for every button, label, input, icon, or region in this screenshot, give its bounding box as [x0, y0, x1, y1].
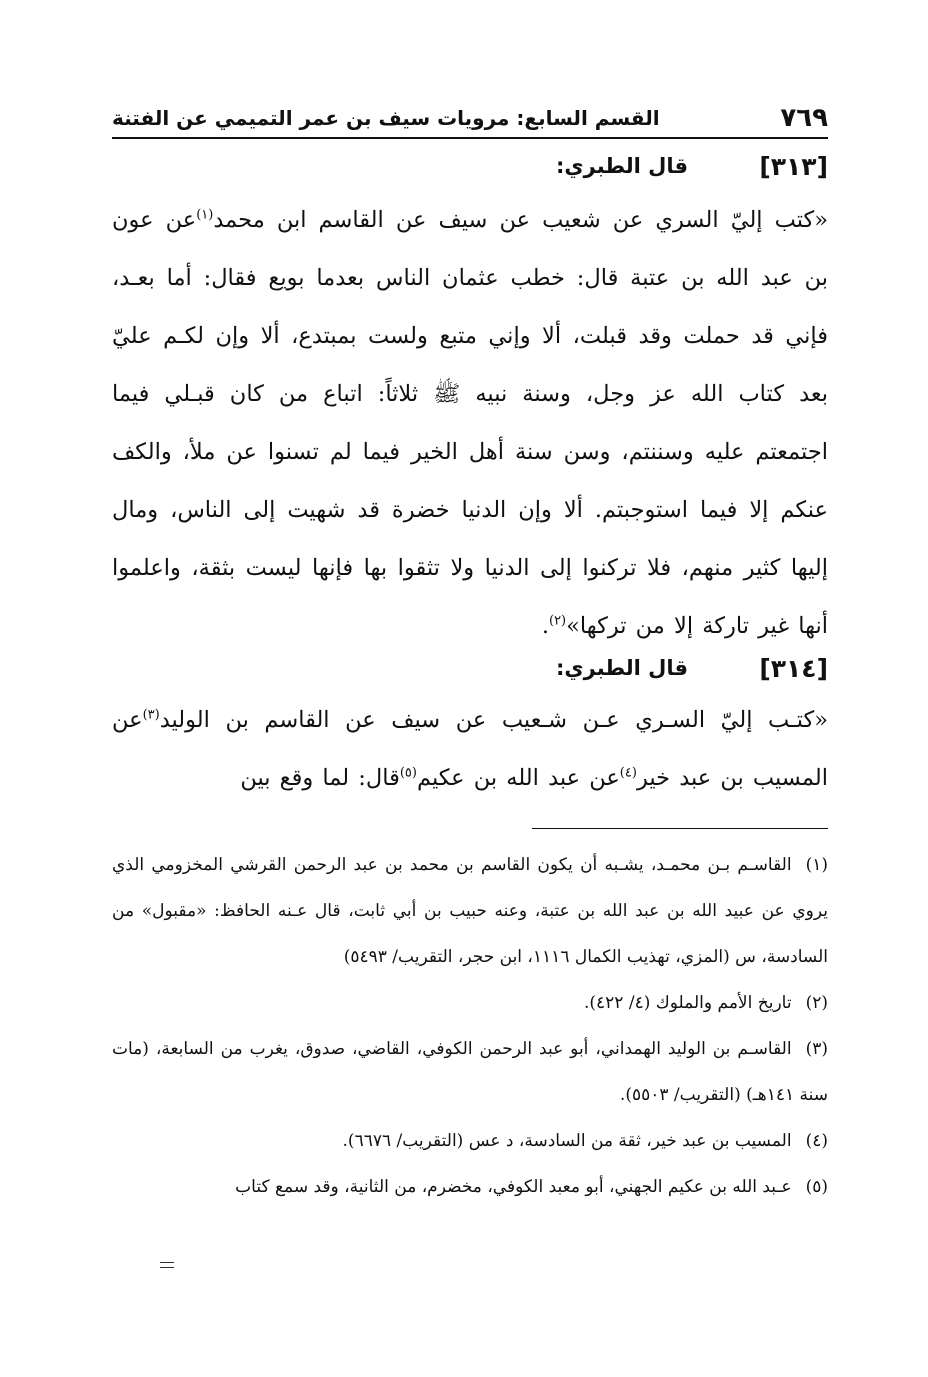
entry-text-314	[112, 691, 828, 807]
footnote-ref: (١)	[196, 207, 214, 223]
footnote-number: (١)	[805, 855, 828, 875]
text-segment: عن عبد الله بن عكيم	[416, 765, 620, 791]
footnote-number: (٣)	[805, 1039, 828, 1059]
header-rule	[112, 137, 828, 139]
footnote-ref: (٢)	[548, 613, 567, 629]
continuation-mark	[160, 1262, 174, 1268]
footnote-ref: (٣)	[142, 707, 160, 723]
text-segment: «كتب إليّ السري عن شعيب عن سيف عن القاسم ابن محمد	[213, 207, 828, 233]
page-number: ٧٦٩	[780, 103, 828, 133]
footnotes	[112, 842, 828, 1210]
footnote-number: (٢)	[805, 993, 828, 1013]
running-title: القسم السابع: مرويات سيف بن عمر التميمي عن الفتنة	[112, 106, 660, 130]
entry-heading-314	[112, 648, 828, 688]
page-header	[112, 98, 828, 138]
entry-heading-313	[112, 146, 828, 186]
footnote	[112, 1118, 828, 1164]
text-segment: قال: لما وقع بين	[240, 765, 400, 791]
footnote	[112, 842, 828, 980]
footnote-text: المسيب بن عبد خير، ثقة من السادسة، د عس (التقريب/ ٦٦٧٦).	[342, 1131, 792, 1151]
footnote	[112, 1164, 828, 1210]
footnote-text: القاسـم بن الوليد الهمداني، أبو عبد الرحمن الكوفي، القاضي، صدوق، يغرب من السابعة، (مات سنة ١٤١هـ) (التقريب/ ٥٥٠٣).	[112, 1039, 828, 1105]
text-segment: عن المسيب بن عبد خير	[112, 707, 828, 791]
entry-text-313	[112, 191, 828, 655]
entry-number: [٣١٤]	[759, 653, 828, 683]
entry-label: قال الطبري:	[556, 656, 688, 680]
footnote-text: القاسـم بـن محمـد، يشـبه أن يكون القاسم بن محمد بن عبد الرحمن القرشي المخزومي الذي يروي عن عبيد الله بن عبد الله بن عتبة، وعنه حبيب بن أبي ثابت، قال عـنه الحافظ: «مقبول» من السادسة، س (المزي، تهذيب الكمال ١١١٦، ابن حجر، التقريب/ ٥٤٩٣)	[112, 855, 828, 967]
footnote-separator	[532, 828, 828, 829]
entry-number: [٣١٣]	[759, 151, 828, 181]
footnote-text: تاريخ الأمم والملوك (٤/ ٤٢٢).	[583, 993, 792, 1013]
text-segment: «كتـب إليّ السـري عـن شـعيب عن سيف عن القاسم بن الوليد	[159, 707, 828, 733]
footnote	[112, 980, 828, 1026]
footnote-ref: (٤)	[619, 765, 637, 781]
text-segment: .	[541, 613, 549, 639]
footnote	[112, 1026, 828, 1118]
footnote-number: (٥)	[805, 1177, 828, 1197]
footnote-text: عـبد الله بن عكيم الجهني، أبو معبد الكوفي، مخضرم، من الثانية، وقد سمع كتاب	[235, 1177, 792, 1197]
footnote-number: (٤)	[805, 1131, 828, 1151]
text-segment: عن عون بن عبد الله بن عتبة قال: خطب عثمان الناس بعدما بويع فقال: أما بعـد، فإني قد حملت وقد قبلت، ألا وإني متبع ولست بمبتدع، ألا وإن لكـم عليّ بعد كتاب الله عز وجل، وسنة نبيه ﷺ ثلاثاً: اتباع من كان قبـلي فيما اجتمعتم عليه وسننتم، وسن سنة أهل الخير فيما لم تسنوا عن ملأ، والكف عنكم إلا فيما استوجبتم. ألا وإن الدنيا خضرة قد شهيت إلى الناس، ومال إليها كثير منهم، فلا تركنوا إلى الدنيا ولا تثقوا بها فإنها ليست بثقة، واعلموا أنها غير تاركة إلا من تركها»	[112, 207, 828, 639]
footnote-ref: (٥)	[399, 765, 417, 781]
entry-label: قال الطبري:	[556, 154, 688, 178]
